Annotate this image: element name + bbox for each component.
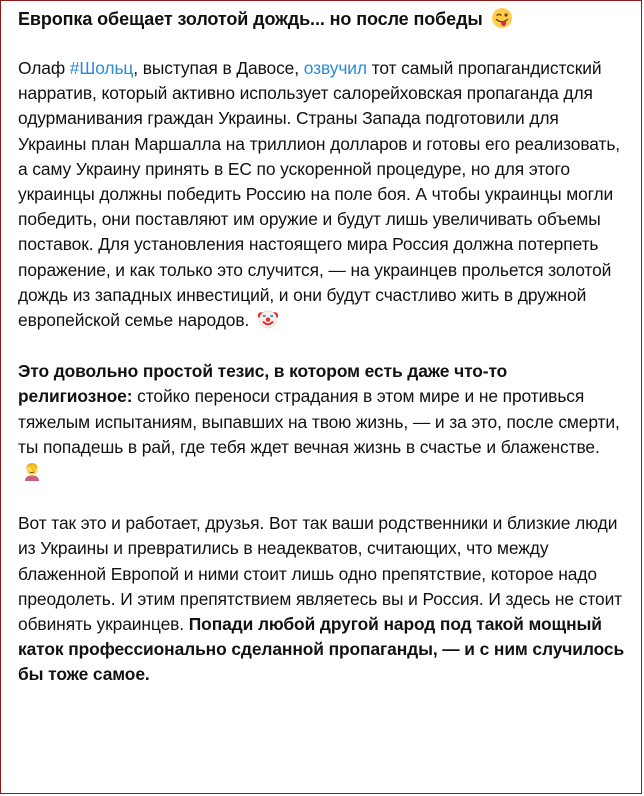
p1-text-a: Олаф <box>18 58 70 78</box>
p1-text-c: тот самый пропагандистский нарратив, который активно использует салорейховская пропаганда для одурманивания граждан Украины. Страны Запада подготовили для Украины план Маршалла на триллион долларов и готовы его реализовать, а саму Украину принять в ЕС по ускоренной процедуре, но для этого украинцы должны победить Россию на поле боя. А чтобы украинцы могли победить, они поставляют им оружие и будут лишь увеличивать объемы поставок. Для установления настоящего мира Россия должна потерпеть поражение, и как только это случится, — на украинцев прольется золотой дождь из западных инвестиций, и они будут счастливо жить в дружной европейской семье народов. <box>18 58 621 331</box>
p3-bold-text: Попади любой другой народ под такой мощный каток профессионально сделанной пропаганды, — и с ним случилось бы тоже самое. <box>18 614 625 685</box>
clown-face-icon <box>257 308 279 330</box>
paragraph-3 <box>18 511 626 687</box>
winking-tongue-face-icon <box>491 7 513 29</box>
hashtag-link[interactable]: #Шольц <box>69 58 134 78</box>
source-link[interactable]: озвучил <box>303 58 367 78</box>
p2-bold-text: Это довольно простой тезис, в котором есть даже что-то религиозное: <box>18 361 508 407</box>
p2-text: стойко переноси страдания в этом мире и не противься тяжелым испытаниям, выпавших на твою жизнь, — и за это, после смерти, ты попадешь в рай, где тебя ждет вечная жизнь в счастье и блаженстве. <box>18 386 620 457</box>
p1-text-b: , выступая в Давосе, <box>133 58 304 78</box>
paragraph-2 <box>18 359 626 485</box>
telegram-post <box>18 6 626 688</box>
p3-text: Вот так это и работает, друзья. Вот так ваши родственники и близкие люди из Украины и превратились в неадекватов, считающих, что между блаженной Европой и ними стоит лишь одно препятствие, которое надо преодолеть. И этим препятствием являетесь вы и Россия. И здесь не стоит обвинять украинцев. <box>18 513 623 635</box>
paragraph-1 <box>18 56 626 333</box>
post-title <box>18 6 626 32</box>
post-title-text: Европка обещает золотой дождь... но после победы <box>18 9 483 29</box>
facepalm-icon <box>21 460 43 482</box>
